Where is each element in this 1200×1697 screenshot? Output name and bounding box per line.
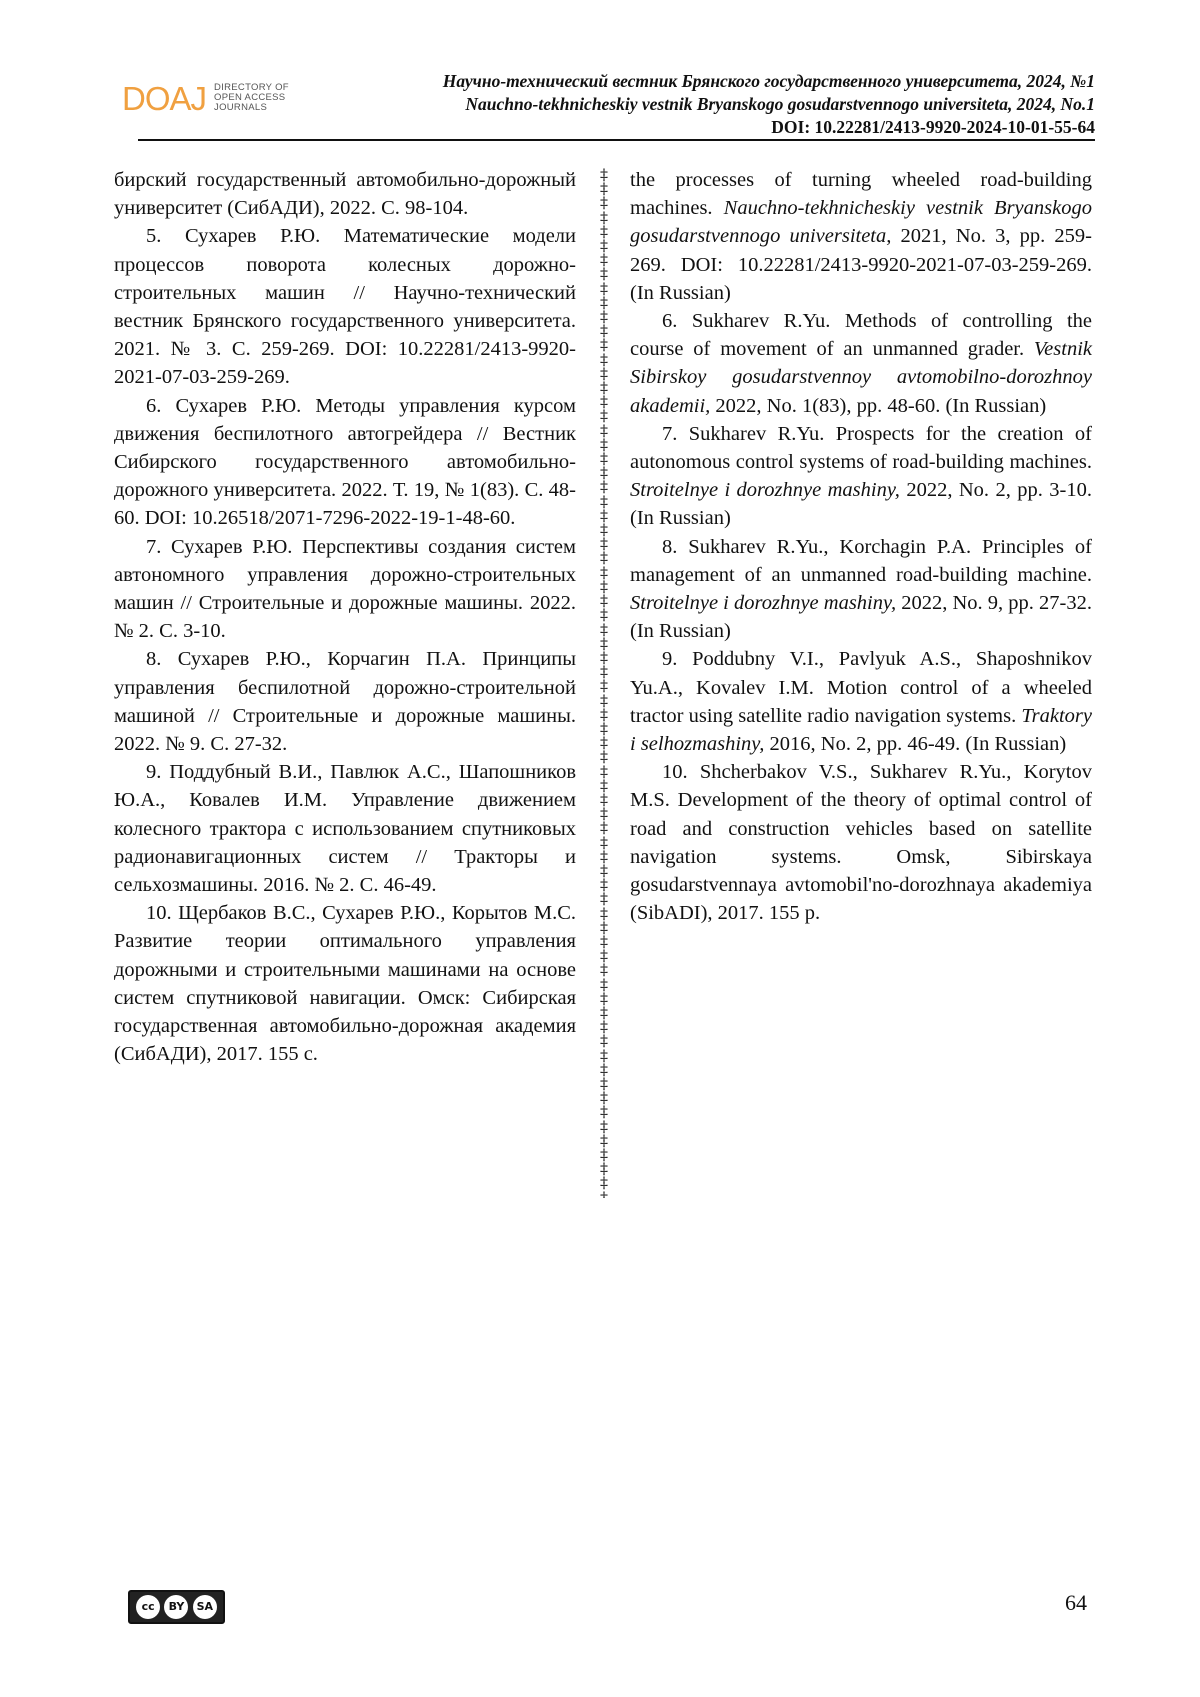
article-doi[interactable]: DOI: 10.22281/2413-9920-2024-10-01-55-64	[443, 116, 1095, 139]
journal-header	[122, 70, 1095, 140]
references-en-column	[630, 166, 1092, 927]
page-number: 64	[1065, 1590, 1087, 1616]
reference-continuation	[630, 166, 1092, 307]
reference-item: 10. Щербаков В.С., Сухарев Р.Ю., Корытов М.С. Развитие теории оптимального управления дорожными и строительными машинами на основе систем спутниковой навигации. Омск: Сибирская государственная автомобильно-дорожная академия (СибАДИ), 2017. 155 с.	[114, 899, 576, 1068]
reference-continuation: бирский государственный автомобильно-дорожный университет (СибАДИ), 2022. С. 98-104.	[114, 166, 576, 222]
reference-item	[630, 533, 1092, 646]
cc-by-sa-license-icon[interactable]	[128, 1590, 225, 1624]
reference-source: Traktory i selhozmashiny,	[630, 705, 1092, 755]
reference-source: Vestnik Sibirskoy gosudarstvennoy avtomobilno-dorozhnoy akademii,	[630, 338, 1092, 416]
reference-source: Nauchno-tekhnicheskiy vestnik Bryanskogo gosudarstvennogo universiteta,	[630, 197, 1092, 247]
reference-item	[630, 307, 1092, 420]
header-citation	[443, 70, 1095, 139]
doaj-logo[interactable]	[122, 78, 289, 118]
references-ru-column	[114, 166, 576, 1069]
reference-text: 2022, No. 9, pp. 27-32. (In Russian)	[630, 592, 1092, 642]
reference-item	[630, 645, 1092, 758]
doaj-subtitle-line: OPEN ACCESS	[214, 93, 289, 103]
reference-source: Stroitelnye i dorozhnye mashiny,	[630, 592, 896, 614]
reference-text: 2016, No. 2, pp. 46-49. (In Russian)	[764, 733, 1066, 755]
sa-sharealike-icon: SA	[193, 1595, 217, 1619]
reference-item: 5. Сухарев Р.Ю. Математические модели процессов поворота колесных дорожно-строительных машин // Научно-технический вестник Брянского государственного университета. 2021. № 3. С. 259-269. DOI: 10.22281/2413-9920-2021-07-03-259-269.	[114, 222, 576, 391]
doaj-logo-subtitle	[214, 83, 289, 113]
reference-item: 8. Сухарев Р.Ю., Корчагин П.А. Принципы управления беспилотной дорожно-строительной машиной // Строительные и дорожные машины. 2022. № 9. С. 27-32.	[114, 645, 576, 758]
journal-title-en: Nauchno-tekhnicheskiy vestnik Bryanskogo gosudarstvennogo universiteta, 2024, No.1	[443, 93, 1095, 116]
journal-title-ru: Научно-технический вестник Брянского государственного университета, 2024, №1	[443, 70, 1095, 93]
reference-text: 8. Sukharev R.Yu., Korchagin P.A. Principles of management of an unmanned road-building machine.	[630, 536, 1092, 586]
reference-item: 7. Сухарев Р.Ю. Перспективы создания систем автономного управления дорожно-строительных машин // Строительные и дорожные машины. 2022. № 2. С. 3-10.	[114, 533, 576, 646]
cc-icon: cc	[136, 1595, 160, 1619]
reference-text: the processes of turning wheeled road-building machines.	[630, 169, 1092, 219]
reference-text: 9. Poddubny V.I., Pavlyuk A.S., Shaposhnikov Yu.A., Kovalev I.M. Motion control of a wheeled tractor using satellite radio navigation systems.	[630, 648, 1092, 726]
doaj-logo-wordmark: DOAJ	[122, 82, 206, 115]
reference-item: 9. Поддубный В.И., Павлюк А.С., Шапошников Ю.А., Ковалев И.М. Управление движением колесного трактора с использованием спутниковых радионавигационных систем // Тракторы и сельхозмашины. 2016. № 2. С. 46-49.	[114, 758, 576, 899]
reference-text: 6. Sukharev R.Yu. Methods of controlling the course of movement of an unmanned grader.	[630, 310, 1092, 360]
reference-text: 2022, No. 2, pp. 3-10. (In Russian)	[630, 479, 1092, 529]
reference-item	[630, 758, 1092, 927]
reference-item	[630, 420, 1092, 533]
reference-text: 2022, No. 1(83), pp. 48-60. (In Russian)	[710, 395, 1046, 417]
doaj-subtitle-line: DIRECTORY OF	[214, 83, 289, 93]
doaj-subtitle-line: JOURNALS	[214, 103, 289, 113]
reference-text: 7. Sukharev R.Yu. Prospects for the creation of autonomous control systems of road-building machines.	[630, 423, 1092, 473]
reference-text: 10. Shcherbakov V.S., Sukharev R.Yu., Korytov M.S. Development of the theory of optimal control of road and construction vehicles based on satellite navigation systems. Omsk, Sibirskaya gosudarstvennaya avtomobil'no-dorozhnaya akademiya (SibADI), 2017. 155 p.	[630, 761, 1092, 924]
reference-text: 2021, No. 3, pp. 259-269. DOI: 10.22281/2413-9920-2021-07-03-259-269. (In Russian)	[630, 225, 1092, 303]
by-attribution-icon: BY	[164, 1595, 188, 1619]
header-rule	[138, 139, 1095, 141]
reference-source: Stroitelnye i dorozhnye mashiny,	[630, 479, 900, 501]
reference-item: 6. Сухарев Р.Ю. Методы управления курсом движения беспилотного автогрейдера // Вестник Сибирского государственного автомобильно-дорожного университета. 2022. Т. 19, № 1(83). С. 48-60. DOI: 10.26518/2071-7296-2022-19-1-48-60.	[114, 392, 576, 533]
column-separator: ‡ ‡ ‡ ‡ ‡ ‡ ‡ ‡ ‡ ‡ ‡ ‡ ‡ ‡ ‡ ‡ ‡ ‡ ‡ ‡ ‡ ‡ ‡ ‡ ‡ ‡ ‡ ‡ ‡ ‡ ‡ ‡ ‡ ‡ ‡ ‡ ‡ ‡ ‡ ‡ ‡ ‡ ‡ ‡ ‡ ‡ ‡ ‡ ‡ ‡ ‡ ‡ ‡ ‡ ‡ ‡ ‡ ‡ ‡ ‡ ‡ ‡ ‡ ‡ ‡ ‡ ‡ ‡ ‡ ‡ ‡ ‡ ‡	[597, 168, 611, 1198]
